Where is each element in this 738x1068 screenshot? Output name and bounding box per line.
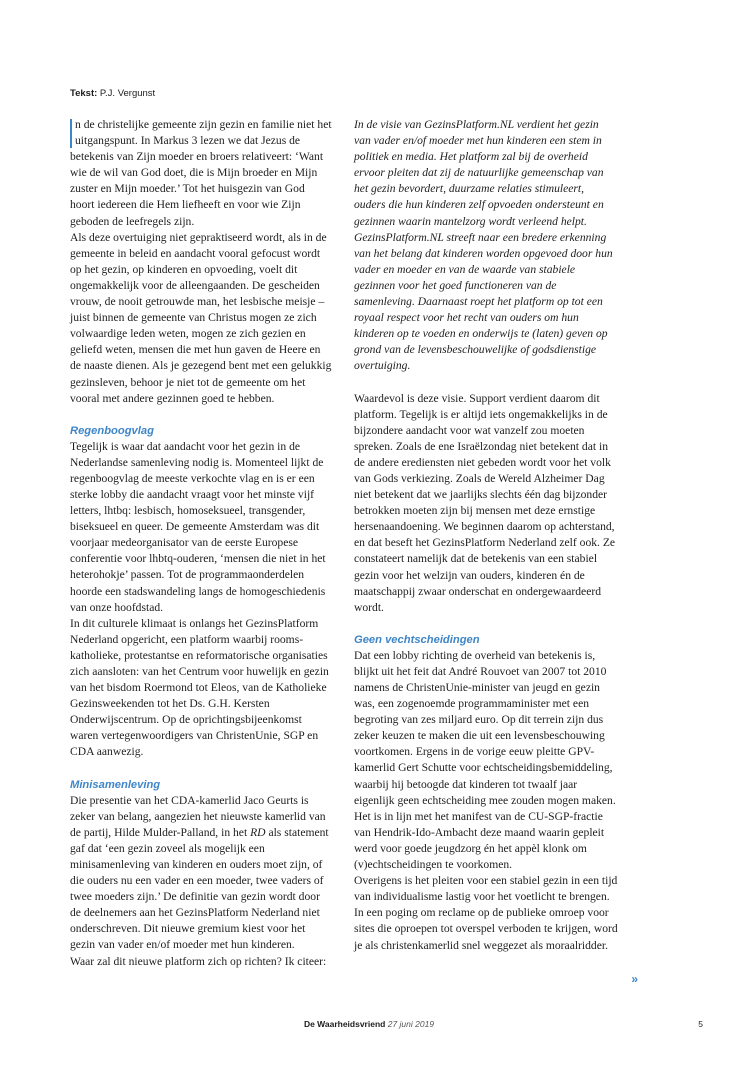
left-column [70, 117, 332, 970]
credit-author: P.J. Vergunst [99, 88, 156, 99]
author-credit [70, 88, 155, 99]
paragraph-gap [354, 375, 618, 391]
text-span: Die presentie van het CDA-kamerlid Jaco Geurts is zeker van belang, aangezien het nieuwste kamerlid van de partij, Hilde Mulder-Palland, in het [70, 793, 326, 839]
magazine-name: De Waarheidsvriend [303, 1019, 386, 1029]
credit-label: Tekst: [70, 88, 98, 99]
issue-date: 27 juni 2019 [387, 1019, 435, 1029]
subheading-geen-vechtscheidingen: Geen vechtscheidingen [354, 633, 480, 646]
body-paragraph: Als deze overtuiging niet gepraktiseerd wordt, als in de gemeente in beleid en aandacht vooral gefocust wordt op het gezin, op kinderen en opvoeding, voelt dit ongemakkelijk voor de alleengaanden. De gescheiden vrouw, de nooit getrouwde man, het lesbische meisje – juist binnen de gemeente van Christus mogen ze zich volwaardige leden weten, mogen ze zich gezien en geliefd weten, mensen die met hun gaven de Heere en de naaste dienen. Als je gezegend bent met een gelukkig gezinsleven, behoor je niet tot de gemeente om het vooral met andere gezinnen goed te hebben. [70, 230, 332, 405]
body-paragraph: Waar zal dit nieuwe platform zich op richten? Ik citeer: [70, 954, 327, 968]
quote-paragraph: GezinsPlatform.NL streeft naar een bredere erkenning van het belang dat kinderen worden opgevoed door hun vader en moeder en van de waarde van stabiele gezinnen voor het goed functioneren van de samenleving. Daarnaast roept het platform op tot een royaal respect voor het recht van ouders om hun kinderen op te voeden en onderwijs te (laten) geven op grond van de levensbeschouwelijke of godsdienstige overtuiging. [354, 230, 613, 373]
body-paragraph [70, 793, 332, 954]
intro-text: n de christelijke gemeente zijn gezin en familie niet het uitgangspunt. In Markus 3 lezen we dat Jezus de betekenis van Zijn moeder en broers relativeert: ‘Want wie de wil van God doet, die is Mijn broeder en Mijn zuster en Mijn moeder.’ Tot het huisgezin van God hoort iedereen die Hem liefheeft en voor wie Zijn geboden de leefregels zijn. [70, 118, 332, 228]
subheading-regenboogvlag: Regenboogvlag [70, 424, 154, 437]
page-footer [0, 1019, 738, 1029]
body-paragraph: In dit culturele klimaat is onlangs het GezinsPlatform Nederland opgericht, een platform waarbij rooms-katholieke, protestantse en reformatorische organisaties zich aansloten: van het Centrum voor huwelijk en gezin van het bisdom Roermond tot Eleos, van de Katholieke Gezinsweekenden tot het Ds. G.H. Kersten Onderwijscentrum. Op de oprichtingsbijeenkomst waren vertegenwoordigers van ChristenUnie, SGP en CDA aanwezig. [70, 616, 329, 759]
body-paragraph: Dat een lobby richting de overheid van betekenis is, blijkt uit het feit dat André Rouvoet van 2007 tot 2010 namens de ChristenUnie-minister van jeugd en gezin was, een zogenoemde programmaminister met een begroting van zes miljard euro. Op dit terrein zijn dus zeker keuzen te maken die uit een levensbeschouwing voortkomen. Ergens in de vorige eeuw pleitte GPV-kamerlid Gert Schutte voor echtscheidingsbemiddeling, waarbij hij betoogde dat kinderen tot twaalf jaar eigenlijk geen echtscheiding mee zouden mogen maken. Het is in lijn met het manifest van de CU-SGP-fractie van Hendrik-Ido-Ambacht deze maand waarin gepleit werd voor goede jeugdzorg én het appèl klonk om (v)echtscheidingen te voorkomen. [354, 648, 616, 872]
subheading-minisamenleving: Minisamenleving [70, 778, 161, 791]
body-paragraph: Waardevol is deze visie. Support verdient daarom dit platform. Tegelijk is er altijd iets ongemakkelijks in de bijzondere aandacht voor wat vanzelf zou moeten spreken. Zoals de ene Israëlzondag niet betekent dat in de andere erediensten niet gebeden wordt voor het volk van Gods verkiezing. Zoals de Wereld Alzheimer Dag niet betekent dat we jaarlijks slechts één dag bijzonder betrokken moeten zijn bij mensen met deze ernstige hersenaandoening. We beginnen daarom op achterstand, en dat beseft het GezinsPlatform Nederland zelf ook. Ze constateert namelijk dat de betekenis van een stabiel gezin voor het welzijn van ouders, kinderen én de maatschappij zwaar onderschat en ondergewaardeerd wordt. [354, 391, 616, 614]
right-column [354, 117, 618, 954]
rd-abbreviation: RD [250, 825, 266, 839]
page-number: 5 [698, 1019, 703, 1029]
text-span: als statement gaf dat ‘een gezin zoveel als mogelijk een minisamenleving van kinderen en ouders moet zijn, of die ouders nu een vader en een moeder, twee vaders of twee moeders zijn.’ De definitie van gezin wordt door de deelnemers aan het GezinsPlatform Nederland niet onderschreven. Dit nieuwe gremium kiest voor het gezin van vader en/of moeder met hun kinderen. [70, 825, 329, 952]
dropcap-bar [70, 119, 72, 148]
intro-paragraph [70, 117, 332, 230]
body-paragraph: Tegelijk is waar dat aandacht voor het gezin in de Nederlandse samenleving nodig is. Momenteel lijkt de regenboogvlag de meeste verkochte vlag en is er een sterke lobby die aandacht vraagt voor het minste vijf letters, lhtbq: lesbisch, homoseksueel, transgender, biseksueel en queer. De gemeente Amsterdam was dit voorjaar medeorganisator van de eerste Europese conferentie voor lhbtq-ouderen, ‘mensen die niet in het heterohokje’ passen. Tot de programmaonderdelen hoorde een stadswandeling langs de homogeschiedenis van onze hoofdstad. [70, 439, 326, 614]
body-paragraph: Overigens is het pleiten voor een stabiel gezin in een tijd van individualisme lastig voor het voetlicht te brengen. In een poging om reclame op de publieke omroep voor sites die oproepen tot overspel verboden te krijgen, word je als christenkamerlid snel weggezet als moraalridder. [354, 874, 618, 952]
continue-marker: » [631, 972, 638, 986]
quote-paragraph: In de visie van GezinsPlatform.NL verdient het gezin van vader en/of moeder met hun kinderen een stem in politiek en media. Het platform zal bij de overheid ervoor pleiten dat zij de natuurlijke gemeenschap van het gezin bevordert, duurzame relaties stimuleert, ouders die hun kinderen zelf opvoeden ondersteunt en gezinnen waarin mantelzorg wordt verleend helpt. [354, 118, 604, 228]
